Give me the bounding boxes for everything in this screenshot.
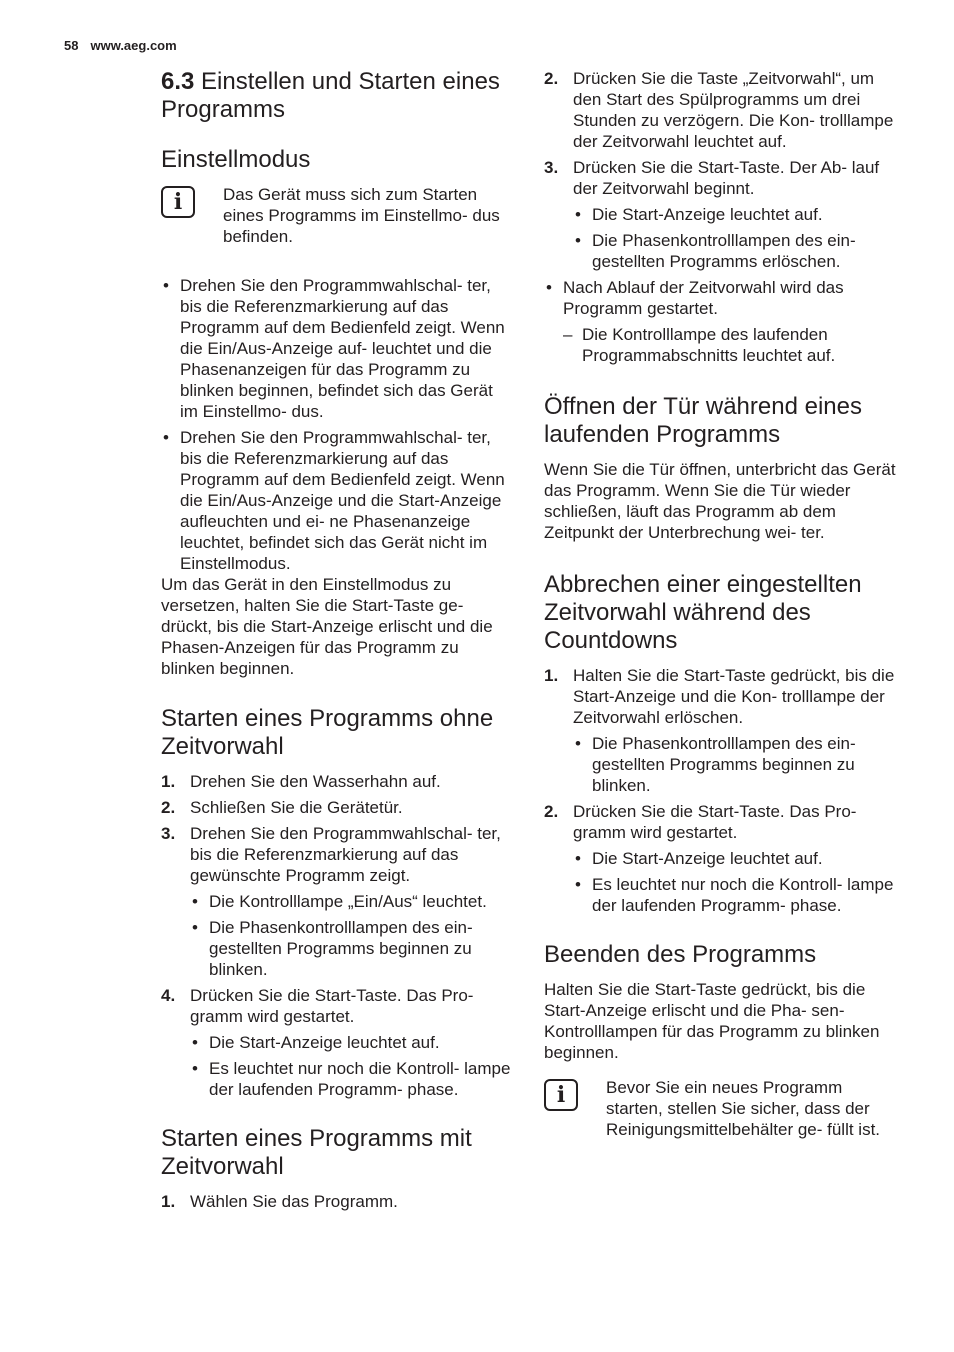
info-note-text: Das Gerät muss sich zum Starten eines Programms im Einstellmo- dus befinden. xyxy=(223,185,500,246)
tuer-heading: Öffnen der Tür während eines laufenden Programms xyxy=(544,393,862,448)
beenden-paragraph: Halten Sie die Start-Taste gedrückt, bis die Start-Anzeige erlischt und die Pha- sen-Kontrolllampen für das Programm zu blinken beginnen. xyxy=(544,980,880,1062)
sub-list-item: • Es leuchtet nur noch die Kontroll- lampe der laufenden Programm- phase. xyxy=(573,874,896,916)
sub-list-item: • Die Phasenkontrolllampen des ein- gestellten Programms beginnen zu blinken. xyxy=(573,733,896,796)
sub-list-item: • Die Start-Anzeige leuchtet auf. xyxy=(190,1032,511,1053)
mit-zeitvorwahl-steps-cont xyxy=(544,68,896,272)
info-icon: i xyxy=(161,186,195,218)
info-icon: i xyxy=(544,1079,578,1111)
einstellmodus-heading: Einstellmodus xyxy=(161,146,311,173)
right-column xyxy=(544,68,896,1168)
list-item: • Drehen Sie den Programmwahlschal- ter, bis die Referenzmarkierung auf das Programm auf dem Bedienfeld zeigt. Wenn die Ein/Aus-Anzeige auf- leuchtet und die Phasenanzeigen für das Programm zu blinken beginnen, befindet sich das Gerät im Einstellmo- dus. xyxy=(161,275,511,422)
list-item: • Nach Ablauf der Zeitvorwahl wird das Programm gestartet. – Die Kontrolllampe des laufenden Programmabschnitts leuchtet auf. xyxy=(544,277,896,366)
ohne-zeitvorwahl-heading: Starten eines Programms ohne Zeitvorwahl xyxy=(161,705,494,760)
abbrechen-steps xyxy=(544,665,896,916)
list-item: 1. Wählen Sie das Programm. xyxy=(161,1192,398,1211)
sub-list-item: • Die Start-Anzeige leuchtet auf. xyxy=(573,848,896,869)
list-item: 1. Drehen Sie den Wasserhahn auf. xyxy=(161,772,441,791)
beenden-heading: Beenden des Programms xyxy=(544,941,817,968)
list-item: • Drehen Sie den Programmwahlschal- ter, bis die Referenzmarkierung auf das Programm auf dem Bedienfeld zeigt. Wenn die Ein/Aus-Anzeige und die Start-Anzeige aufleuchten und ei- ne Phasenanzeige leuchtet, befindet sich das Gerät nicht im Einstellmodus. xyxy=(161,427,511,574)
left-column xyxy=(161,68,511,1217)
info-note xyxy=(161,184,511,247)
ohne-zeitvorwahl-steps xyxy=(161,771,511,1100)
mit-zeitvorwahl-heading: Starten eines Programms mit Zeitvorwahl xyxy=(161,1125,472,1180)
dash-item: – Die Kontrolllampe des laufenden Programmabschnitts leuchtet auf. xyxy=(563,324,896,366)
section-title xyxy=(161,68,511,124)
list-item: 2. Drücken Sie die Start-Taste. Das Pro- gramm wird gestartet. • Die Start-Anzeige leuchtet auf. • Es leuchtet nur noch die Kontroll- lampe der laufenden Programm- phase. xyxy=(544,801,896,916)
info-note-text: Bevor Sie ein neues Programm starten, stellen Sie sicher, dass der Reinigungsmittelbehälter ge- füllt ist. xyxy=(606,1078,881,1139)
list-item: 1. Halten Sie die Start-Taste gedrückt, bis die Start-Anzeige und die Kon- trolllampe der Zeitvorwahl erlöschen. • Die Phasenkontrolllampen des ein- gestellten Programms beginnen zu blinken. xyxy=(544,665,896,796)
mit-zeitvorwahl-steps xyxy=(161,1191,511,1212)
list-item: 3. Drehen Sie den Programmwahlschal- ter, bis die Referenzmarkierung auf das gewünschte Programm zeigt. • Die Kontrolllampe „Ein/Aus“ leuchtet. • Die Phasenkontrolllampen des ein- gestellten Programms beginnen zu blinken. xyxy=(161,823,511,980)
list-item: 4. Drücken Sie die Start-Taste. Das Pro- gramm wird gestartet. • Die Start-Anzeige leuchtet auf. • Es leuchtet nur noch die Kontroll- lampe der laufenden Programm- phase. xyxy=(161,985,511,1100)
info-note xyxy=(544,1077,896,1140)
list-item: 2. Drücken Sie die Taste „Zeitvorwahl“, um den Start des Spülprogramms um drei Stunden zu verzögern. Die Kon- trolllampe der Zeitvorwahl leuchtet auf. xyxy=(544,69,894,151)
sub-list-item: • Es leuchtet nur noch die Kontroll- lampe der laufenden Programm- phase. xyxy=(190,1058,511,1100)
page-number: 58 xyxy=(64,38,79,53)
sub-list-item: • Die Start-Anzeige leuchtet auf. xyxy=(573,204,896,225)
site-url[interactable]: www.aeg.com xyxy=(90,38,177,53)
zeitvorwahl-bullets xyxy=(544,277,896,366)
sub-list-item: • Die Kontrolllampe „Ein/Aus“ leuchtet. xyxy=(190,891,511,912)
list-item: 3. Drücken Sie die Start-Taste. Der Ab- lauf der Zeitvorwahl beginnt. • Die Start-Anzeige leuchtet auf. • Die Phasenkontrolllampen des ein- gestellten Programms erlöschen. xyxy=(544,157,896,272)
section-number: 6.3 xyxy=(161,68,195,95)
tuer-paragraph: Wenn Sie die Tür öffnen, unterbricht das Gerät das Programm. Wenn Sie die Tür wieder schließen, läuft das Programm ab dem Zeitpunkt der Unterbrechung wei- ter. xyxy=(544,460,896,542)
section-title-text: Einstellen und Starten eines Programms xyxy=(161,68,500,123)
sub-list-item: • Die Phasenkontrolllampen des ein- gestellten Programms beginnen zu blinken. xyxy=(190,917,511,980)
einstellmodus-paragraph: Um das Gerät in den Einstellmodus zu versetzen, halten Sie die Start-Taste ge- drückt, bis die Start-Anzeige erlischt und die Phasen-Anzeigen für das Programm zu blinken beginnen. xyxy=(161,575,493,678)
abbrechen-heading: Abbrechen einer eingestellten Zeitvorwahl während des Countdowns xyxy=(544,571,862,654)
einstellmodus-bullets xyxy=(161,275,511,574)
page-header xyxy=(64,38,177,53)
sub-list-item: • Die Phasenkontrolllampen des ein- gestellten Programms erlöschen. xyxy=(573,230,896,272)
list-item: 2. Schließen Sie die Gerätetür. xyxy=(161,798,403,817)
